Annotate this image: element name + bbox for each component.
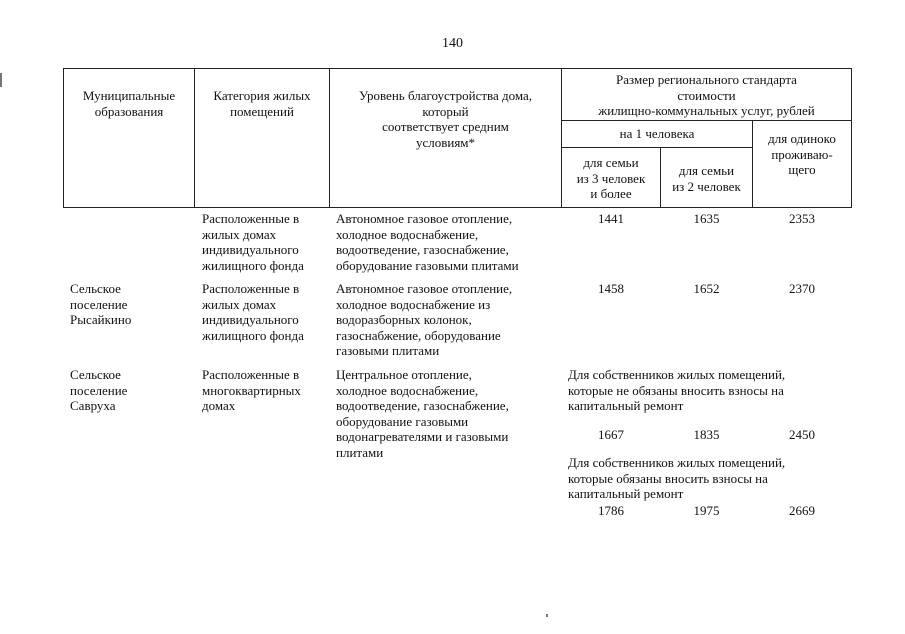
scan-speck: [546, 614, 548, 617]
header-municipality: Муниципальные образования: [82, 88, 176, 119]
row3-value-single-obliged: 2669: [789, 503, 815, 518]
row3-note-obliged: Для собственников жилых помещений, которые обязаны вносить взносы на капитальный ремонт: [568, 455, 786, 501]
header-family3: для семьи из 3 человек и более: [576, 155, 646, 201]
row2-value-family3: 1458: [598, 281, 624, 296]
row2-category: Расположенные в жилых домах индивидуального жилищного фонда: [202, 281, 304, 343]
row3-value-family2: 1835: [693, 427, 720, 442]
row3-municipality: Сельское поселение Савруха: [70, 367, 128, 413]
row3-note-not-obliged: Для собственников жилых помещений, которые не обязаны вносить взносы на капитальный ремонт: [568, 367, 786, 413]
row1-value-single: 2353: [789, 211, 815, 226]
row2-level: Автономное газовое отопление, холодное водоснабжение из водоразборных колонок, газоснабжение, оборудование газовыми плитами: [336, 281, 513, 358]
scan-edge-mark: [0, 73, 2, 87]
row2-value-single: 2370: [789, 281, 815, 296]
row3-category: Расположенные в многоквартирных домах: [202, 367, 301, 413]
header-family2: для семьи из 2 человек: [672, 163, 741, 194]
row2-municipality: Сельское поселение Рысайкино: [70, 281, 132, 327]
page-number: 140: [442, 36, 463, 51]
row3-value-family3: 1667: [598, 427, 624, 442]
row3-value-family2-obliged: 1975: [693, 503, 720, 518]
header-category: Категория жилых помещений: [213, 88, 311, 119]
row1-value-family3: 1441: [598, 211, 624, 226]
row1-value-family2: 1635: [693, 211, 720, 226]
row1-level: Автономное газовое отопление, холодное водоснабжение, водоотведение, газоснабжение, оборудование газовыми плитами: [336, 211, 519, 273]
row3-value-family3-obliged: 1786: [598, 503, 624, 518]
header-per-person: на 1 человека: [619, 126, 695, 141]
header-single: для одиноко проживаю- щего: [768, 131, 836, 177]
header-standard: Размер регионального стандарта стоимости жилищно-коммунальных услуг, рублей: [598, 72, 815, 118]
row2-value-family2: 1652: [693, 281, 720, 296]
row3-level: Центральное отопление, холодное водоснабжение, водоотведение, газоснабжение, оборудование газовыми водонагревателями и газовыми плитами: [336, 367, 509, 460]
row1-category: Расположенные в жилых домах индивидуального жилищного фонда: [202, 211, 304, 273]
header-level: Уровень благоустройства дома, который соответствует средним условиям*: [358, 88, 533, 150]
row3-value-single: 2450: [789, 427, 815, 442]
